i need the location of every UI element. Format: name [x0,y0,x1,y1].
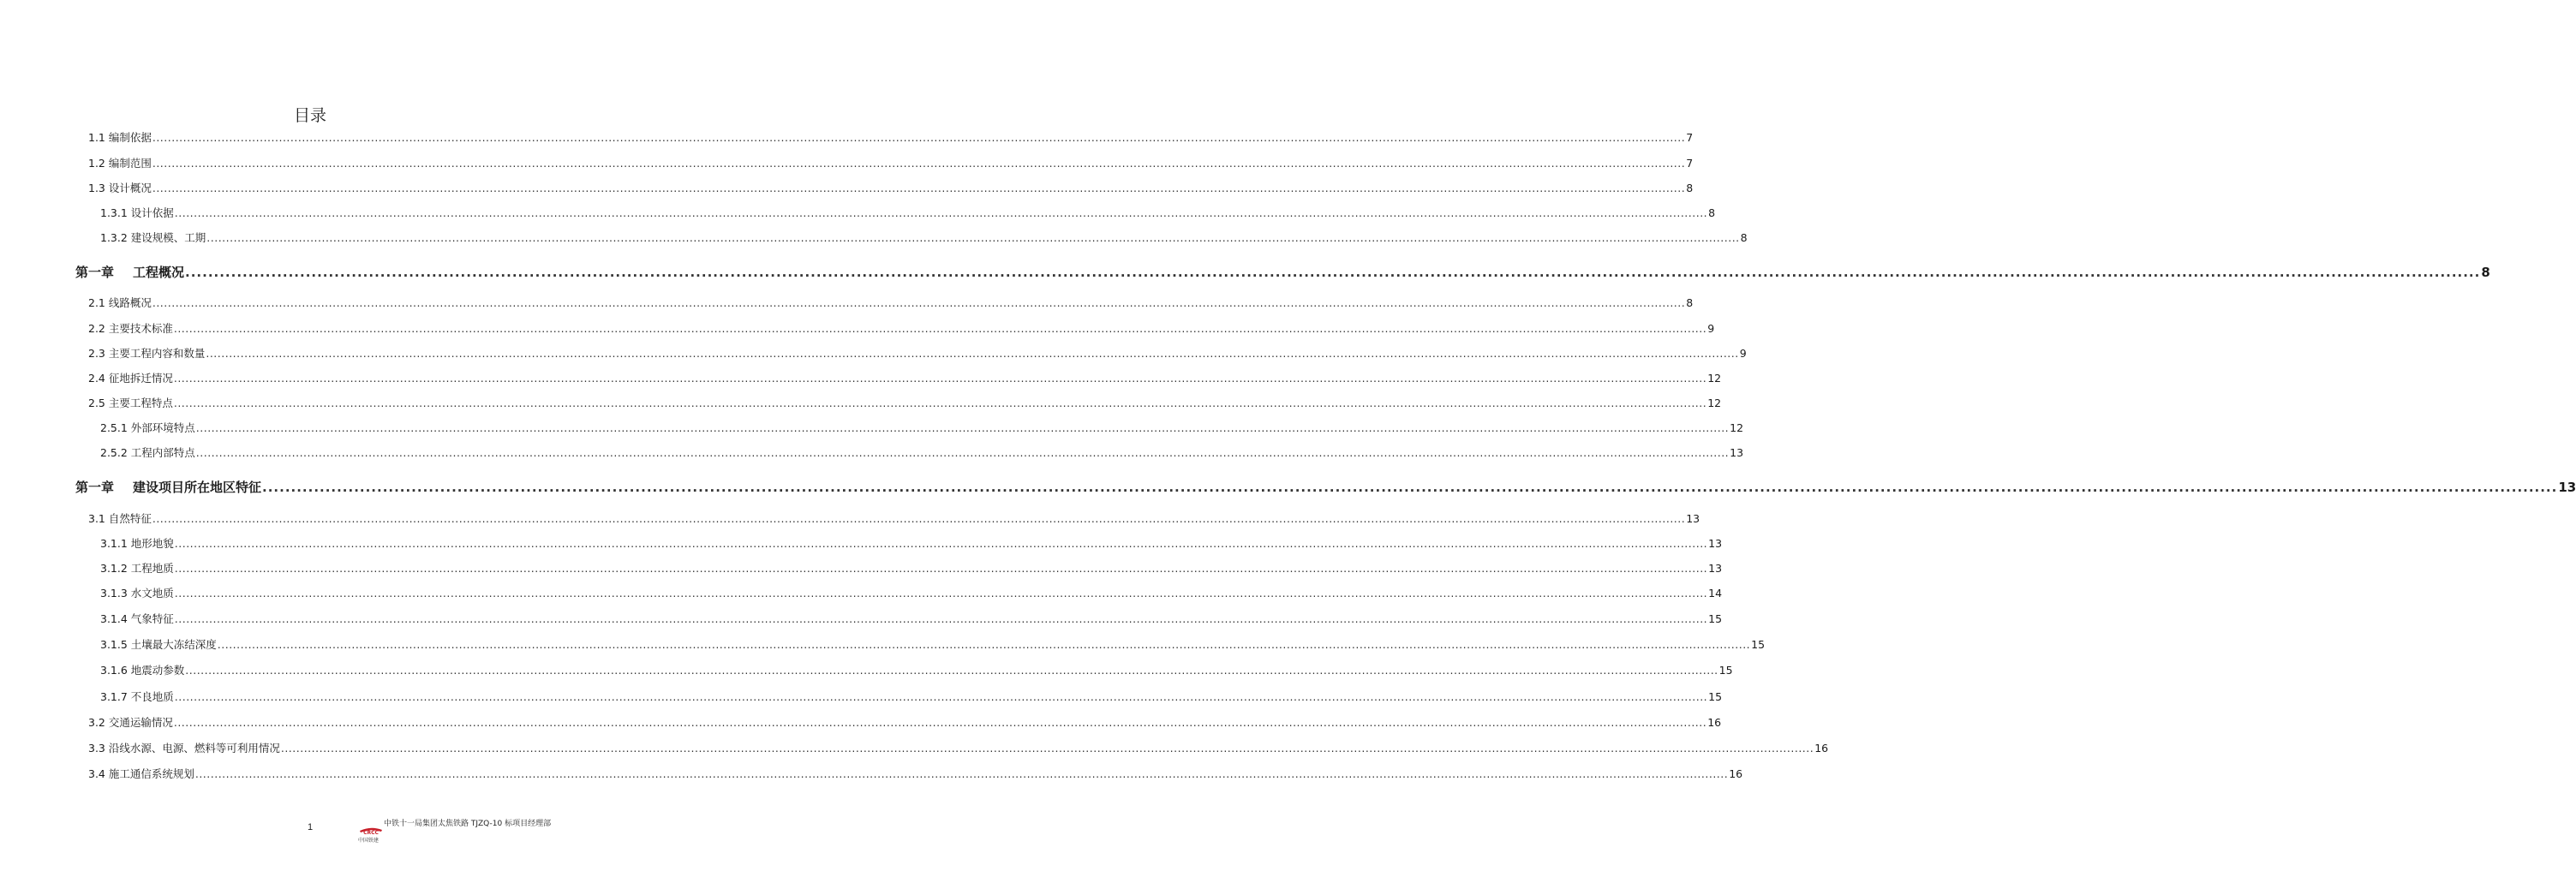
toc-chapter-entry[interactable] [75,265,2490,280]
toc-entry-label [88,296,152,310]
toc-title: 目录 [293,106,326,125]
toc-page-number: 15 [1708,690,1723,703]
toc-entry-text: 3.1 自然特征 [88,512,152,525]
toc-entry-label [88,716,173,730]
toc-entry[interactable] [100,231,1748,245]
toc-entry[interactable] [88,372,1722,385]
toc-entry-text: 3.1.5 土壤最大冻结深度 [100,638,217,651]
toc-page-number: 15 [1708,612,1723,625]
toc-entry-text: 3.3 沿线水源、电源、燃料等可利用情况 [88,742,280,755]
toc-entry-text: 3.1.2 工程地质 [100,562,174,575]
toc-entry[interactable] [100,537,1723,551]
toc-page-number: 15 [1718,664,1733,677]
toc-page-number: 12 [1707,397,1722,409]
toc-entry[interactable] [88,397,1722,410]
toc-entry-label [88,182,152,195]
logo-text: 中国铁建 [358,838,380,844]
toc-entry-text: 2.5.2 工程内部特点 [100,446,195,459]
toc-page-number: 13 [2558,480,2576,495]
dot-leader: ................................................................................................................................................................................................................................................................................................................................................................................................................ [152,512,1686,525]
logo-mark: CRCC [363,830,379,836]
toc-entry[interactable] [88,742,1829,755]
toc-entry[interactable] [88,157,1694,170]
toc-entry-label [88,131,152,145]
toc-entry-label [100,206,174,220]
toc-entry[interactable] [100,206,1716,220]
toc-entry-text: 1.1 编制依据 [88,131,152,144]
toc-entry-text: 1.3.1 设计依据 [100,206,174,219]
toc-chapter-entry[interactable] [75,480,2576,495]
toc-entry-label [88,322,173,336]
toc-entry-text: 3.1.6 地震动参数 [100,664,185,677]
dot-leader: ................................................................................................................................................................................................................................................................................................................................................................................................................ [173,397,1707,409]
toc-entry-text: 3.4 施工通信系统规划 [88,767,194,780]
toc-entry[interactable] [100,446,1744,460]
toc-page-number: 14 [1708,587,1723,600]
dot-leader: ................................................................................................................................................................................................................................................................................................................................................................................................................ [152,182,1686,194]
toc-entry[interactable] [88,182,1694,195]
dot-leader: ................................................................................................................................................................................................................................................................................................................................................................................................................ [174,206,1708,219]
dot-leader: ................................................................................................................................................................................................................................................................................................................................................................................................................ [206,231,1740,244]
chapter-number: 第一章 [75,265,115,280]
toc-entry-label [100,690,174,704]
toc-page-number: 7 [1686,157,1694,170]
toc-entry-label [88,347,205,361]
dot-leader: ................................................................................................................................................................................................................................................................................................................................................................................................................ [174,537,1708,550]
toc-entry-label [100,664,184,677]
chapter-number: 第一章 [75,480,115,495]
toc-entry[interactable] [100,421,1744,435]
dot-leader: ................................................................................................................................................................................................................................................................................................................................................................................................................ [195,421,1730,434]
toc-page-number: 13 [1730,446,1744,459]
dot-leader: ................................................................................................................................................................................................................................................................................................................................................................................................................ [217,638,1751,651]
toc-page-number: 12 [1707,372,1722,385]
dot-leader: ................................................................................................................................................................................................................................................................................................................................................................................................................ [280,742,1814,755]
dot-leader: ................................................................................................................................................................................................................................................................................................................................................................................................................ [173,716,1707,729]
toc-entry-text: 3.1.1 地形地貌 [100,537,174,550]
toc-entry-label [88,157,152,170]
toc-entry-text: 3.2 交通运输情况 [88,716,173,729]
toc-entry-label [88,767,194,781]
dot-leader: ................................................................................................................................................................................................................................................................................................................................................................................................................ [174,690,1708,703]
dot-leader: ................................................................................................................................................................................................................................................................................................................................................................................................................ [173,322,1707,335]
toc-entry[interactable] [100,690,1723,704]
toc-entry[interactable] [88,322,1715,336]
dot-leader: ................................................................................................................................................................................................................................................................................................................................................................................................................ [152,157,1686,170]
toc-entry[interactable] [88,716,1722,730]
toc-entry[interactable] [100,587,1723,600]
dot-leader: ................................................................................................................................................................................................................................................................................................................................................................................................................ [206,347,1739,360]
toc-entry-text: 3.1.4 气象特征 [100,612,174,625]
dot-leader: ................................................................................................................................................................................................................................................................................................................................................................................................................ [174,562,1708,575]
toc-page-number: 8 [2481,265,2490,280]
toc-entry-label [75,480,261,495]
toc-page-number: 9 [1739,347,1747,360]
dot-leader: ................................................................................................................................................................................................................................................................................................................................................................................................................ [195,446,1730,459]
toc-page-number: 16 [1729,767,1743,780]
toc-entry-label [100,537,174,551]
dot-leader: ................................................................................................................................................................................................................................................................................................................................................................................................................ [185,265,2481,280]
toc-entry-label [100,231,206,245]
toc-entry[interactable] [100,638,1766,652]
toc-page-number: 8 [1708,206,1716,219]
toc-page-number: 12 [1730,421,1744,434]
toc-entry-text: 3.1.7 不良地质 [100,690,174,703]
toc-page-number: 8 [1740,231,1748,244]
toc-page-number: 16 [1707,716,1722,729]
dot-leader: ................................................................................................................................................................................................................................................................................................................................................................................................................ [152,131,1686,144]
toc-entry-text: 2.3 主要工程内容和数量 [88,347,206,360]
toc-entry-label [100,638,217,652]
toc-entry-label [88,397,173,410]
toc-entry[interactable] [88,347,1747,361]
toc-page-number: 9 [1707,322,1715,335]
toc-entry[interactable] [100,562,1723,576]
toc-page-number: 16 [1814,742,1829,755]
toc-page-number: 8 [1686,182,1694,194]
toc-entry-text: 3.1.3 水文地质 [100,587,174,600]
toc-entry-text: 工程概况 [133,265,185,280]
toc-entry-text: 1.3.2 建设规模、工期 [100,231,206,244]
toc-entry-text: 2.1 线路概况 [88,296,152,309]
toc-entry-text: 2.4 征地拆迁情况 [88,372,173,385]
dot-leader: ................................................................................................................................................................................................................................................................................................................................................................................................................ [152,296,1686,309]
toc-entry-label [100,612,174,626]
toc-entry-text: 1.3 设计概况 [88,182,152,194]
toc-entry-text: 1.2 编制范围 [88,157,152,170]
dot-leader: ................................................................................................................................................................................................................................................................................................................................................................................................................ [174,587,1708,600]
dot-leader: ................................................................................................................................................................................................................................................................................................................................................................................................................ [174,612,1708,625]
dot-leader: ................................................................................................................................................................................................................................................................................................................................................................................................................ [262,480,2558,495]
toc-entry[interactable] [88,131,1694,145]
toc-page-number: 15 [1751,638,1766,651]
page-number: 1 [307,822,314,832]
toc-entry-label [100,562,174,576]
toc-entry-label [88,512,152,526]
toc-entry-label [88,742,280,755]
toc-entry[interactable] [100,612,1723,626]
toc-entry-label [100,421,195,435]
toc-page-number: 13 [1686,512,1700,525]
toc-entry-label [100,587,174,600]
toc-entry[interactable] [100,664,1733,677]
toc-page-number: 13 [1708,562,1723,575]
dot-leader: ................................................................................................................................................................................................................................................................................................................................................................................................................ [185,664,1718,677]
toc-entry-label [88,372,173,385]
toc-entry-label [75,265,184,280]
toc-entry[interactable] [88,767,1743,781]
toc-entry-text: 2.5 主要工程特点 [88,397,173,409]
toc-page-number: 7 [1686,131,1694,144]
toc-page-number: 8 [1686,296,1694,309]
toc-entry[interactable] [88,512,1700,526]
footer-company: 中铁十一局集团太焦铁路 TJZQ-10 标项目经理部 [384,820,552,828]
toc-entry-text: 2.5.1 外部环境特点 [100,421,195,434]
dot-leader: ................................................................................................................................................................................................................................................................................................................................................................................................................ [194,767,1729,780]
toc-entry-text: 建设项目所在地区特征 [133,480,262,495]
toc-entry-text: 2.2 主要技术标准 [88,322,173,335]
toc-entry-label [100,446,195,460]
toc-page-number: 13 [1708,537,1723,550]
dot-leader: ................................................................................................................................................................................................................................................................................................................................................................................................................ [173,372,1707,385]
toc-entry[interactable] [88,296,1694,310]
